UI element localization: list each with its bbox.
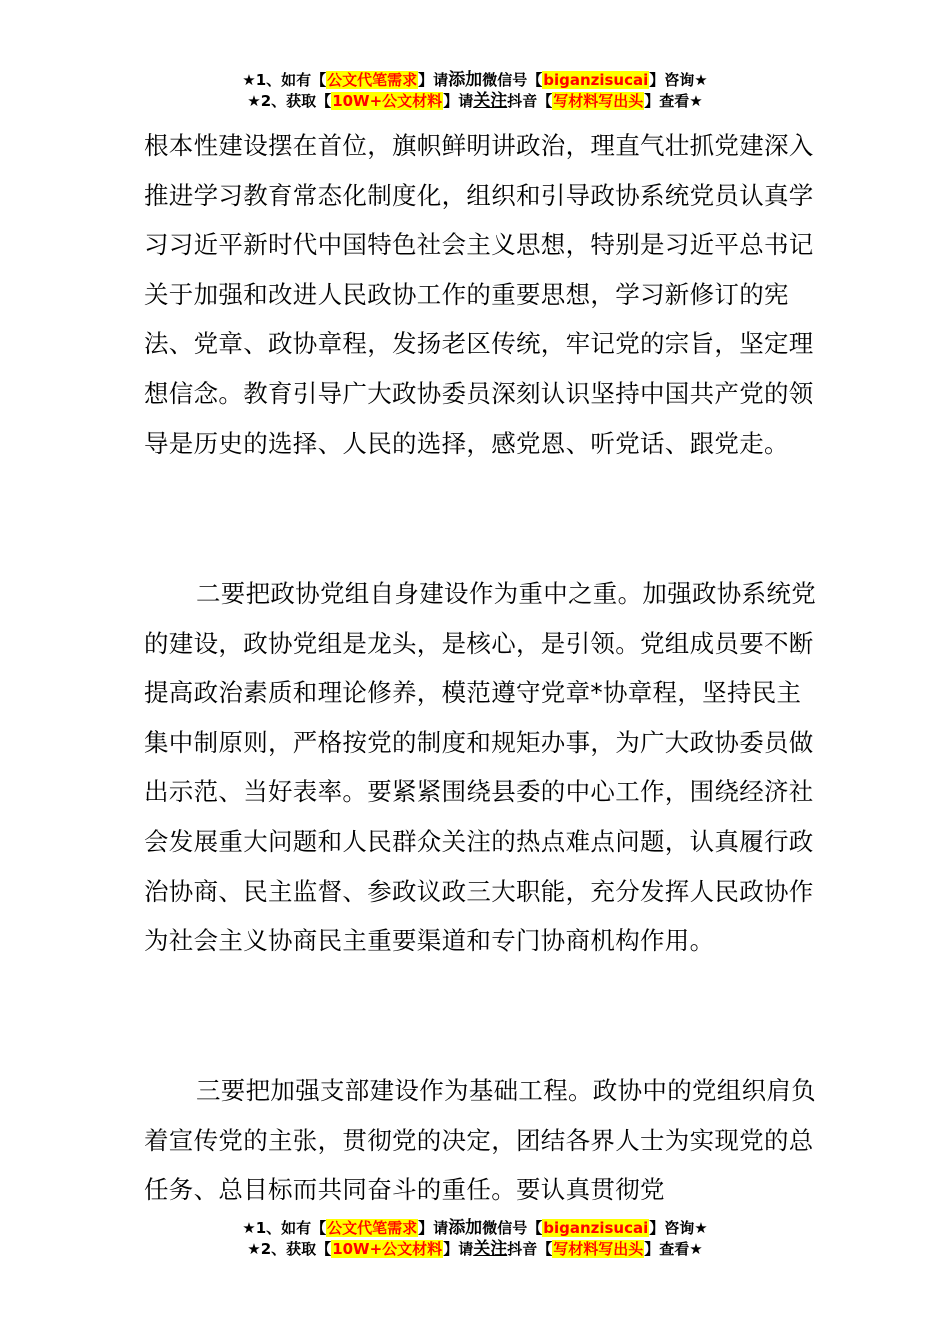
wechat-id-highlight: biganzisucai [543,1219,649,1237]
banner-text: 】请 [443,1240,474,1258]
banner-text: ★1、如有【 [242,71,327,89]
banner-text: ★1、如有【 [242,1219,327,1237]
materials-highlight: 10W+公文材料 [332,1240,443,1258]
banner-emphasis: 添加 [448,70,483,90]
banner-text: 微信号【 [482,71,543,89]
banner-text: 微信号【 [482,1219,543,1237]
body-section-2 [144,569,824,966]
banner-emphasis: 关注 [473,1239,508,1259]
banner-line-2 [0,91,950,112]
douyin-highlight: 写材料写出头 [553,1240,644,1258]
banner-text: ★2、获取【 [247,92,332,110]
banner-text: 】请 [443,92,474,110]
banner-text: 抖音【 [507,1240,553,1258]
footer-banner [0,1218,950,1260]
banner-text: 】请 [418,71,449,89]
banner-text: 抖音【 [507,92,553,110]
paragraph-2: 二要把政协党组自身建设作为重中之重。加强政协系统党的建设，政协党组是龙头，是核心，是引领。党组成员要不断提高政治素质和理论修养，模范遵守党章*协章程，坚持民主集中制原则，严格按党的制度和规矩办事，为广大政协委员做出示范、当好表率。要紧紧围绕县委的中心工作，围绕经济社会发展重大问题和人民群众关注的热点难点问题，认真履行政治协商、民主监督、参政议政三大职能，充分发挥人民政协作为社会主义协商民主重要渠道和专门协商机构作用。 [144,579,816,956]
banner-text: 】咨询★ [649,71,708,89]
paragraph-1: 根本性建设摆在首位，旗帜鲜明讲政治，理直气壮抓党建深入推进学习教育常态化制度化，组织和引导政协系统党员认真学习习近平新时代中国特色社会主义思想，特别是习近平总书记关于加强和改进人民政协工作的重要思想，学习新修订的宪法、党章、政协章程，发扬老区传统，牢记党的宗旨，坚定理想信念。教育引导广大政协委员深刻认识坚持中国共产党的领导是历史的选择、人民的选择，感党恩、听党话、跟党走。 [144,131,814,458]
banner-emphasis: 添加 [448,1218,483,1238]
banner-text: 】查看★ [644,92,703,110]
banner-emphasis: 关注 [473,91,508,111]
douyin-highlight: 写材料写出头 [553,92,644,110]
paragraph-3: 三要把加强支部建设作为基础工程。政协中的党组织肩负着宣传党的主张，贯彻党的决定，团结各界人士为实现党的总任务、总目标而共同奋斗的重任。要认真贯彻党 [144,1076,816,1205]
banner-line-1 [0,1218,950,1239]
banner-text: 】咨询★ [649,1219,708,1237]
service-highlight: 公文代笔需求 [327,1219,418,1237]
banner-line-1 [0,70,950,91]
service-highlight: 公文代笔需求 [327,71,418,89]
banner-text: 】查看★ [644,1240,703,1258]
materials-highlight: 10W+公文材料 [332,92,443,110]
body-section-1 [144,121,824,468]
banner-line-2 [0,1239,950,1260]
banner-text: ★2、获取【 [247,1240,332,1258]
header-banner [0,70,950,112]
banner-text: 】请 [418,1219,449,1237]
wechat-id-highlight: biganzisucai [543,71,649,89]
body-section-3 [144,1066,824,1215]
